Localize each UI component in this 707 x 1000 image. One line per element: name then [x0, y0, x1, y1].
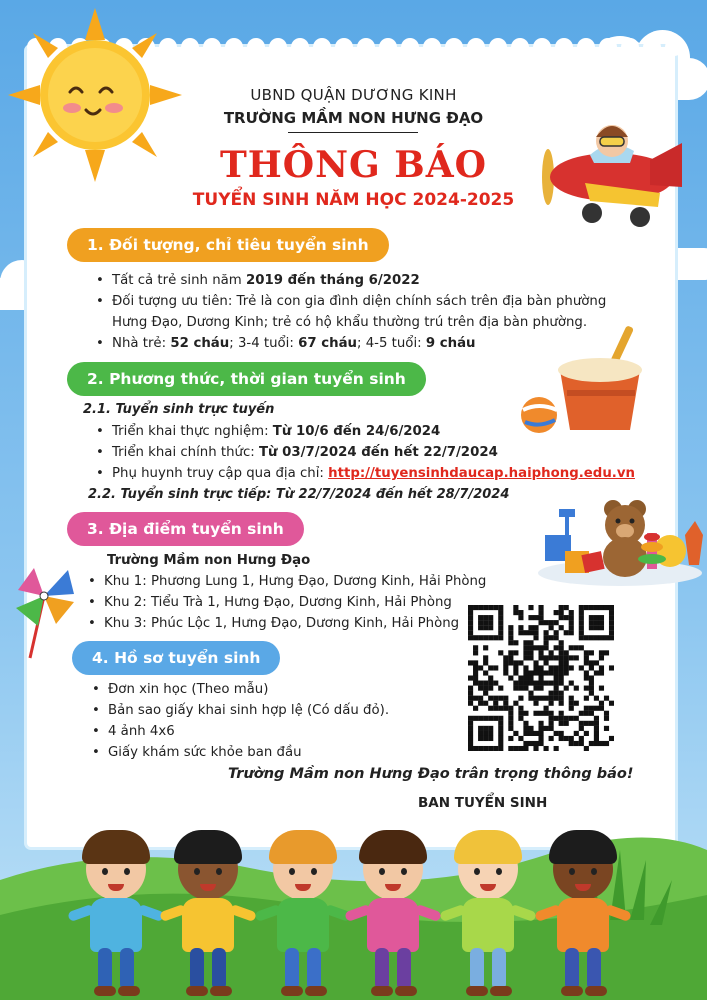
registration-link[interactable]: http://tuyensinhdaucap.haiphong.edu.vn [328, 466, 635, 481]
child-figure [68, 828, 164, 1000]
section-1-heading: 1. Đối tượng, chỉ tiêu tuyển sinh [67, 228, 389, 262]
section-4-heading: 4. Hồ sơ tuyển sinh [72, 641, 280, 675]
section-2-2-title: 2.2. Tuyển sinh trực tiếp: Từ 22/7/2024 đến hết 28/7/2024 [88, 487, 510, 502]
section-4-list [90, 679, 389, 763]
list-item: • Triển khai thực nghiệm: Từ 10/6 đến 24/6/2024 [94, 421, 635, 442]
list-item: • Bản sao giấy khai sinh hợp lệ (Có dấu đỏ). [90, 700, 389, 721]
closing-text: Trường Mầm non Hưng Đạo trân trọng thông báo! [228, 766, 634, 782]
list-item: • Khu 2: Tiểu Trà 1, Hưng Đạo, Dương Kinh, Hải Phòng [86, 592, 486, 613]
district-name: UBND QUẬN DƯƠNG KINH [250, 86, 457, 104]
list-item-continuation: Hưng Đạo, Dương Kinh; trẻ có hộ khẩu thường trú trên địa bàn phường. [112, 315, 588, 330]
section-3-heading: 3. Địa điểm tuyển sinh [67, 512, 304, 546]
page-title: THÔNG BÁO [219, 144, 488, 186]
list-item: • Khu 3: Phúc Lộc 1, Hưng Đạo, Dương Kinh, Hải Phòng [86, 613, 486, 634]
child-figure [255, 828, 351, 1000]
signature: BAN TUYỂN SINH [418, 795, 548, 811]
list-item: • Đơn xin học (Theo mẫu) [90, 679, 389, 700]
child-figure [160, 828, 256, 1000]
list-item: • Đối tượng ưu tiên: Trẻ là con gia đình diện chính sách trên địa bàn phường [94, 291, 606, 312]
child-figure [440, 828, 536, 1000]
list-item: • Phụ huynh truy cập qua địa chỉ: http://tuyensinhdaucap.haiphong.edu.vn [94, 463, 635, 484]
list-item: • 4 ảnh 4x6 [90, 721, 389, 742]
section-2-1-title: 2.1. Tuyển sinh trực tuyến [83, 402, 275, 417]
child-figure [345, 828, 441, 1000]
list-item: • Nhà trẻ: 52 cháu; 3-4 tuổi: 67 cháu; 4-5 tuổi: 9 cháu [94, 333, 606, 354]
list-item: • Triển khai chính thức: Từ 03/7/2024 đến hết 22/7/2024 [94, 442, 635, 463]
section-3-place: Trường Mầm non Hưng Đạo [107, 553, 311, 568]
section-2-heading: 2. Phương thức, thời gian tuyển sinh [67, 362, 426, 396]
qr-code-icon [468, 605, 614, 751]
school-name: TRƯỜNG MẦM NON HƯNG ĐẠO [223, 109, 484, 127]
list-item: • Khu 1: Phương Lung 1, Hưng Đạo, Dương Kinh, Hải Phòng [86, 571, 486, 592]
section-2-list [94, 421, 635, 484]
page-subtitle: TUYỂN SINH NĂM HỌC 2024-2025 [192, 190, 515, 210]
section-3-list [86, 571, 486, 634]
list-item: • Giấy khám sức khỏe ban đầu [90, 742, 389, 763]
child-figure [535, 828, 631, 1000]
header-underline [288, 132, 418, 133]
list-item: • Tất cả trẻ sinh năm 2019 đến tháng 6/2022 [94, 270, 606, 291]
toys-icon [535, 495, 705, 590]
